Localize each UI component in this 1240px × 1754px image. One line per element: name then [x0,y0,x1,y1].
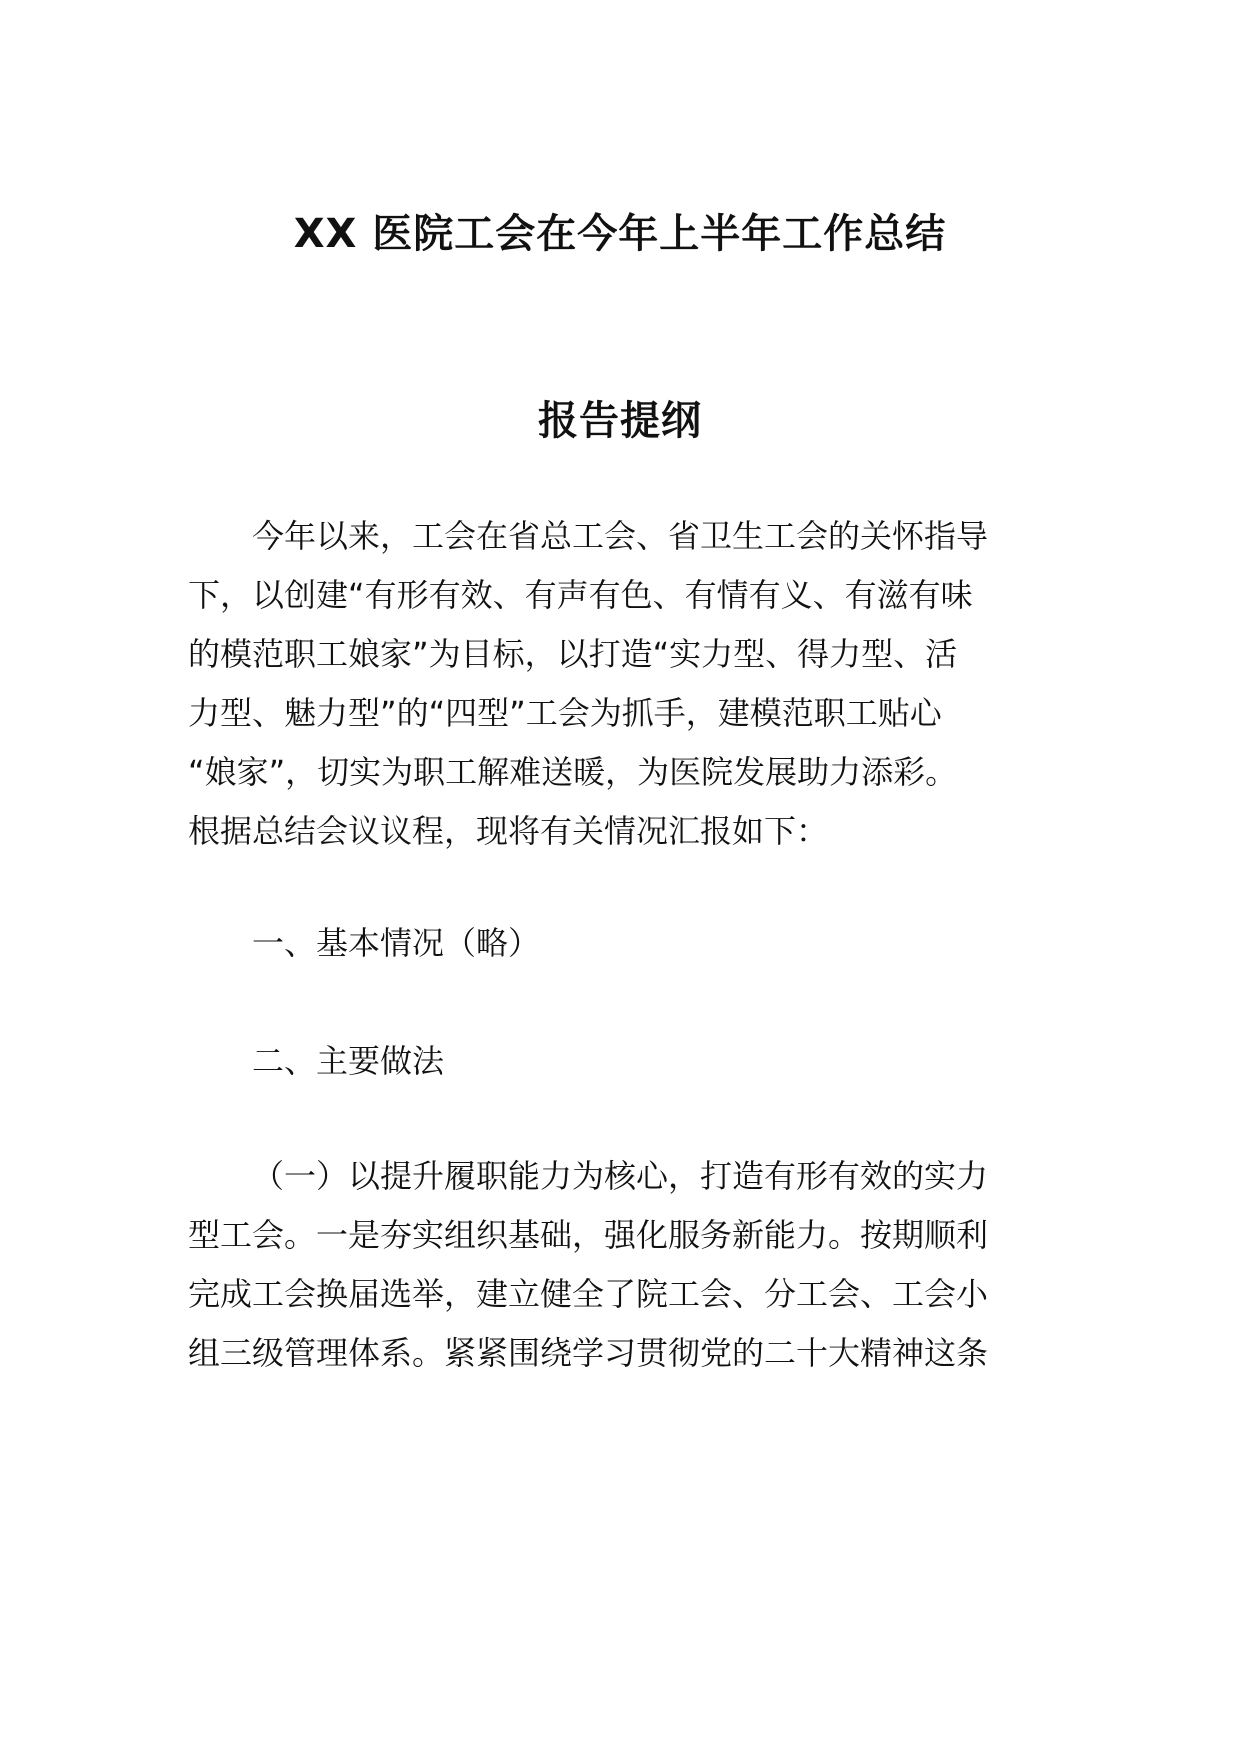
intro-paragraph-line: “娘家”，切实为职工解难送暖，为医院发展助力添彩。 [188,753,958,791]
subsection-paragraph-line: 组三级管理体系。紧紧围绕学习贯彻党的二十大精神这条 [188,1334,989,1372]
section-heading-main-practices: 二、主要做法 [252,1042,445,1080]
subsection-paragraph-line: （一）以提升履职能力为核心，打造有形有效的实力 [252,1157,989,1195]
intro-paragraph-line: 的模范职工娘家”为目标，以打造“实力型、得力型、活 [188,635,958,673]
intro-paragraph-line: 根据总结会议议程，现将有关情况汇报如下： [188,812,829,850]
document-title-line-1: XX 医院工会在今年上半年工作总结 [293,211,947,257]
section-heading-basic-situation: 一、基本情况（略） [252,924,541,962]
intro-paragraph-line: 力型、魅力型”的“四型”工会为抓手，建模范职工贴心 [188,694,942,732]
document-title-line-2: 报告提纲 [538,398,702,444]
intro-paragraph-line: 今年以来，工会在省总工会、省卫生工会的关怀指导 [252,517,989,555]
subsection-paragraph-line: 型工会。一是夯实组织基础，强化服务新能力。按期顺利 [188,1216,989,1254]
subsection-paragraph-line: 完成工会换届选举，建立健全了院工会、分工会、工会小 [188,1275,989,1313]
intro-paragraph-line: 下，以创建“有形有效、有声有色、有情有义、有滋有味 [188,576,973,614]
